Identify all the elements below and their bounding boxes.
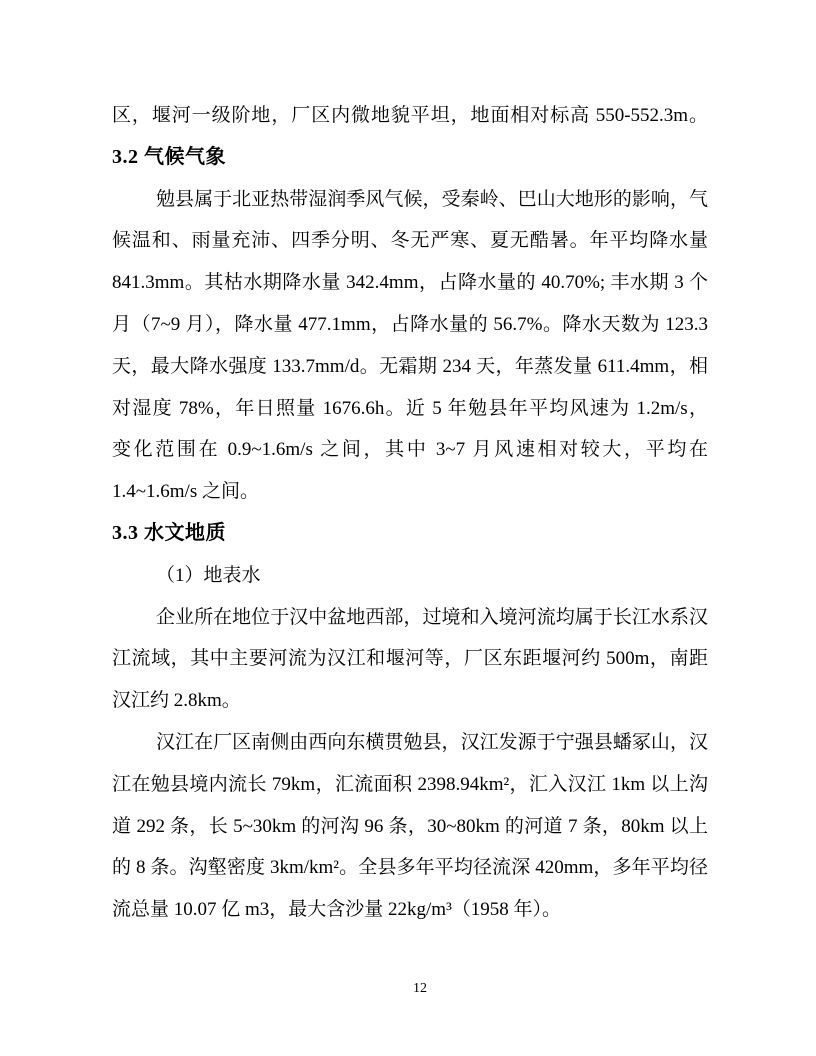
section-heading-3-3: 3.3 水文地质 <box>112 521 226 544</box>
text-line: 汉江约 2.8km。 <box>112 690 241 712</box>
text-line: 候温和、雨量充沛、四季分明、冬无严寒、夏无酷暑。年平均降水量 <box>112 230 708 252</box>
text-line: 江流域，其中主要河流为汉江和堰河等，厂区东距堰河约 500m，南距 <box>112 648 708 670</box>
text-line: 天，最大降水强度 133.7mm/d。无霜期 234 天，年蒸发量 611.4mm，相 <box>112 355 708 377</box>
text-line: 道 292 条，长 5~30km 的河沟 96 条，30~80km 的河道 7 条，80km 以上 <box>112 815 708 837</box>
subsection-label-surface-water <box>112 555 708 597</box>
text-line: 区，堰河一级阶地，厂区内微地貌平坦，地面相对标高 550-552.3m。 <box>112 105 708 126</box>
river-paragraph <box>112 722 708 931</box>
text-line: 841.3mm。其枯水期降水量 342.4mm，占降水量的 40.70%; 丰水期 3 个 <box>112 272 708 294</box>
climate-paragraph <box>112 179 708 513</box>
text-line: 变化范围在 0.9~1.6m/s 之间，其中 3~7 月风速相对较大，平均在 <box>112 439 708 461</box>
page-number: 12 <box>413 981 427 996</box>
text-line: 的 8 条。沟壑密度 3km/km²。全县多年平均径流深 420mm，多年平均径 <box>112 857 708 879</box>
text-line: 对湿度 78%，年日照量 1676.6h。近 5 年勉县年平均风速为 1.2m/s， <box>112 397 708 419</box>
text-line: （1）地表水 <box>156 564 261 586</box>
text-line: 1.4~1.6m/s 之间。 <box>112 481 259 503</box>
text-line: 汉江在厂区南侧由西向东横贯勉县，汉江发源于宁强县蟠冢山，汉 <box>156 731 708 753</box>
document-body <box>112 95 708 931</box>
location-paragraph <box>112 597 708 722</box>
paragraph-continuation <box>112 95 708 137</box>
text-line: 月（7~9 月），降水量 477.1mm，占降水量的 56.7%。降水天数为 123.3 <box>112 313 708 335</box>
page-footer <box>0 981 816 997</box>
text-line: 江在勉县境内流长 79km，汇流面积 2398.94km²，汇入汉江 1km 以上沟 <box>112 773 708 795</box>
text-line: 勉县属于北亚热带湿润季风气候，受秦岭、巴山大地形的影响，气 <box>156 188 708 210</box>
text-line: 企业所在地位于汉中盆地西部，过境和入境河流均属于长江水系汉 <box>156 606 708 628</box>
text-line: 流总量 10.07 亿 m3，最大含沙量 22kg/m³（1958 年）。 <box>112 899 562 921</box>
section-heading-3-2: 3.2 气候气象 <box>112 145 226 168</box>
